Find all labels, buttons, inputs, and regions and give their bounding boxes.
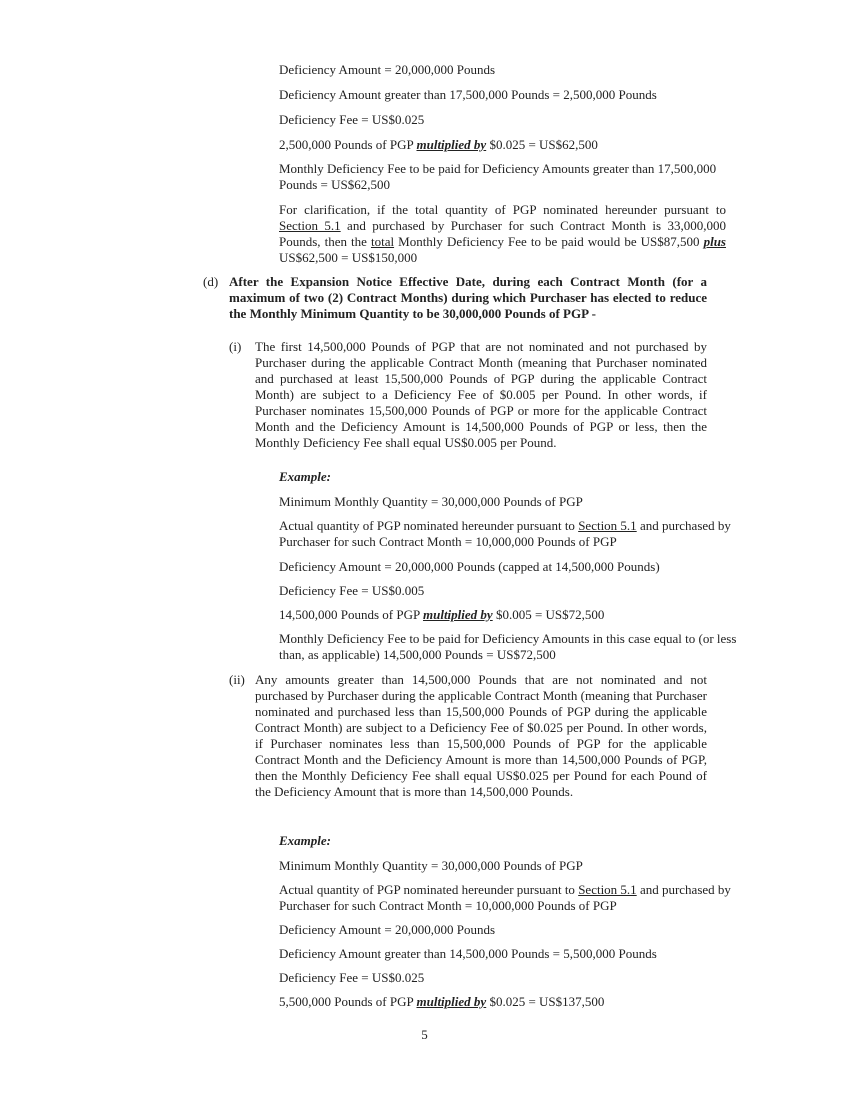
subclause-i-example-label: Example: [279,469,331,484]
total-emphasis: total [370,234,395,249]
top-line-deficiency-amount: Deficiency Amount = 20,000,000 Pounds [279,62,496,77]
i-example-actual-quantity: Actual quantity of PGP nominated hereunder pursuant to Section 5.1 and purchased by Purchaser for such Contract Month = 10,000,000 Pounds of PGP [279,518,731,549]
section-5-1-reference: Section 5.1 [279,218,341,233]
ii-example-deficiency-amount: Deficiency Amount = 20,000,000 Pounds [279,922,496,937]
ii-example-deficiency-fee: Deficiency Fee = US$0.025 [279,970,425,985]
clarification-paragraph: For clarification, if the total quantity of PGP nominated hereunder pursuant to Section 5.1 and purchased by Purchaser for such Contract Month is 33,000,000 Pounds, then the total Monthly Deficiency Fee to be paid would be US$87,500 plus US$62,500 = US$150,000 [279,202,726,265]
subclause-ii-label: (ii) [229,672,245,687]
clause-d-label: (d) [203,274,219,289]
i-example-calculation: 14,500,000 Pounds of PGP multiplied by $0.005 = US$72,500 [279,607,605,622]
ii-example-actual-quantity: Actual quantity of PGP nominated hereunder pursuant to Section 5.1 and purchased by Purchaser for such Contract Month = 10,000,000 Pounds of PGP [279,882,731,913]
ii-example-deficiency-greater: Deficiency Amount greater than 14,500,000 Pounds = 5,500,000 Pounds [279,946,657,961]
subclause-i-text: The first 14,500,000 Pounds of PGP that are not nominated and not purchased by Purchaser during the applicable Contract Month (meaning that Purchaser nominated and purchased at least 15,500,000 Pounds of PGP during the applicable Contract Month) are subject to a Deficiency Fee of $0.005 per Pound. In other words, if Purchaser nominates 15,500,000 Pounds of PGP or more for the applicable Contract Month and the Deficiency Amount is 14,500,000 Pounds of PGP or less, then the Monthly Deficiency Fee shall equal US$0.005 per Pound. [255,339,707,450]
i-example-monthly-fee: Monthly Deficiency Fee to be paid for Deficiency Amounts in this case equal to (or less than, as applicable) 14,500,000 Pounds = US$72,500 [279,631,737,662]
top-line-deficiency-greater: Deficiency Amount greater than 17,500,000 Pounds = 2,500,000 Pounds [279,87,657,102]
section-5-1-reference: Section 5.1 [578,882,637,897]
plus-emphasis: plus [703,234,726,249]
multiplied-by-emphasis: multiplied by [422,607,493,622]
section-5-1-reference: Section 5.1 [578,518,637,533]
ii-example-calculation: 5,500,000 Pounds of PGP multiplied by $0.025 = US$137,500 [279,994,605,1009]
subclause-i-label: (i) [229,339,242,354]
page-number: 5 [421,1027,428,1042]
top-line-calculation: 2,500,000 Pounds of PGP multiplied by $0.025 = US$62,500 [279,137,598,152]
subclause-ii-example-label: Example: [279,833,331,848]
clause-d-heading: After the Expansion Notice Effective Date, during each Contract Month (for a maximum of two (2) Contract Months) during which Purchaser has elected to reduce the Monthly Minimum Quantity to be 30,000,000 Pounds of PGP - [229,274,707,321]
ii-example-min-quantity: Minimum Monthly Quantity = 30,000,000 Pounds of PGP [279,858,583,873]
top-line-monthly-fee: Monthly Deficiency Fee to be paid for Deficiency Amounts greater than 17,500,000 Pounds = US$62,500 [279,161,717,192]
i-example-deficiency-amount: Deficiency Amount = 20,000,000 Pounds (capped at 14,500,000 Pounds) [279,559,660,574]
top-line-deficiency-fee: Deficiency Fee = US$0.025 [279,112,425,127]
multiplied-by-emphasis: multiplied by [416,137,487,152]
i-example-min-quantity: Minimum Monthly Quantity = 30,000,000 Pounds of PGP [279,494,583,509]
subclause-ii-text: Any amounts greater than 14,500,000 Pounds that are not nominated and not purchased by Purchaser during the applicable Contract Month (meaning that Purchaser nominated and purchased less than 15,500,000 Pounds of PGP during the applicable Contract Month) are subject to a Deficiency Fee of $0.025 per Pound. In other words, if Purchaser nominates less than 15,500,000 Pounds of PGP for the applicable Contract Month and the Deficiency Amount is more than 14,500,000 Pounds of PGP, then the Monthly Deficiency Fee shall equal US$0.025 per Pound for each Pound of the Deficiency Amount that is more than 14,500,000 Pounds. [255,672,707,799]
i-example-deficiency-fee: Deficiency Fee = US$0.005 [279,583,425,598]
multiplied-by-emphasis: multiplied by [416,994,487,1009]
